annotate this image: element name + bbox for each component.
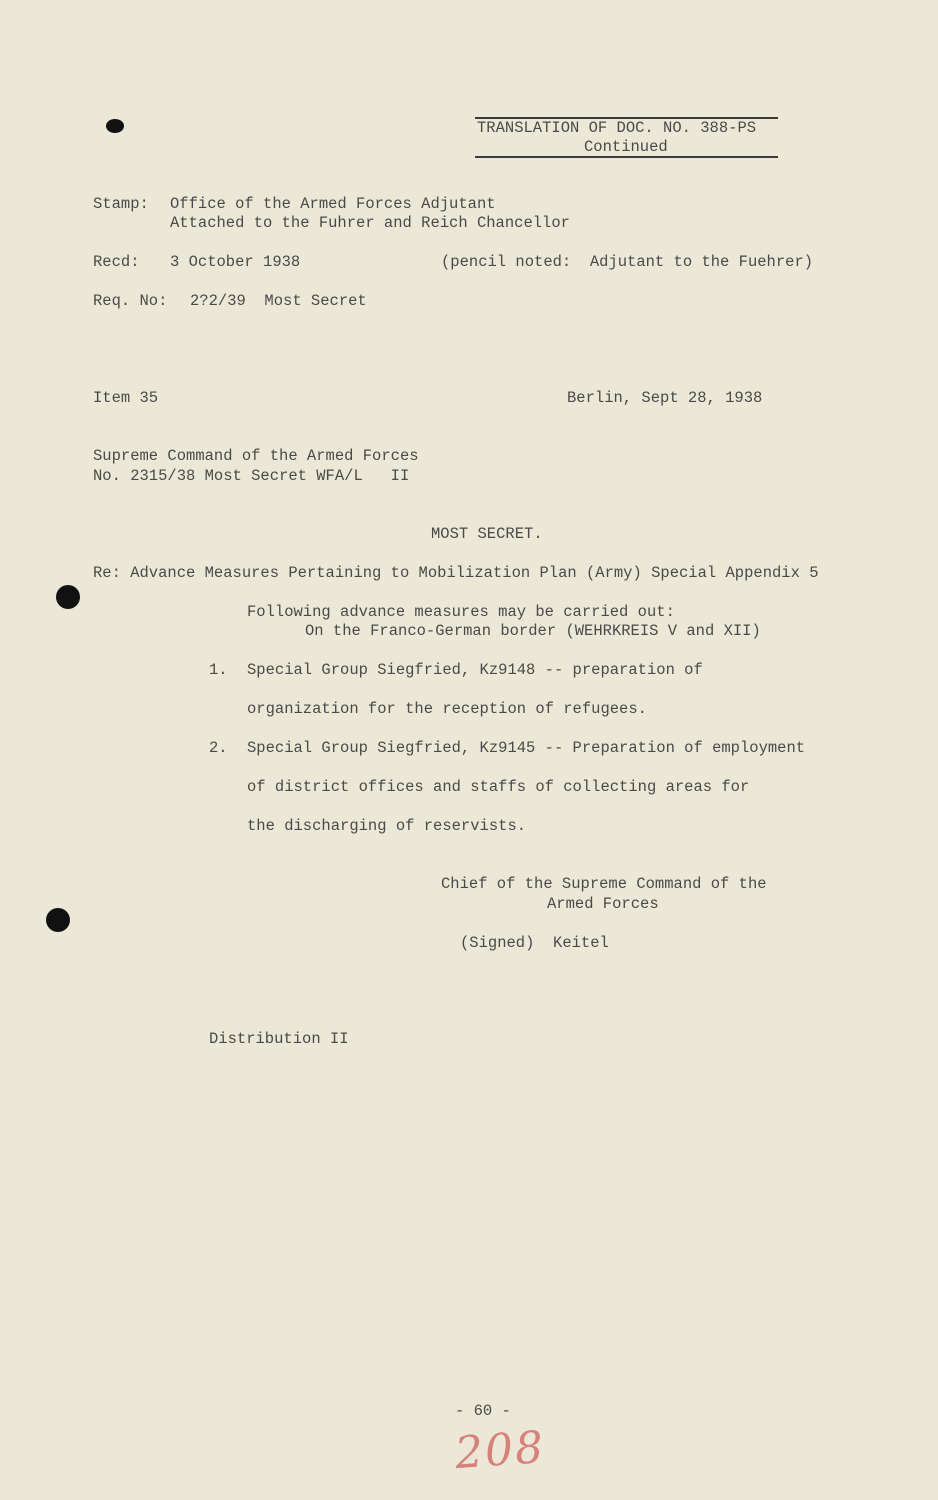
req-label: Req. No: <box>93 292 168 310</box>
list-item-line: Special Group Siegfried, Kz9148 -- preparation of <box>247 661 703 679</box>
list-item-line: of district offices and staffs of collecting areas for <box>247 778 750 796</box>
intro-line-1: Following advance measures may be carried out: <box>247 603 675 621</box>
header-rule-bottom <box>475 156 778 158</box>
punch-hole <box>106 119 124 133</box>
doc-subtitle: Continued <box>584 138 668 156</box>
pencil-note: (pencil noted: Adjutant to the Fuehrer) <box>441 253 814 271</box>
classification: MOST SECRET. <box>431 525 543 543</box>
list-item-number: 1. <box>209 661 228 679</box>
place-date: Berlin, Sept 28, 1938 <box>567 389 763 407</box>
stamp-line-2: Attached to the Fuhrer and Reich Chancellor <box>170 214 570 232</box>
signature: (Signed) Keitel <box>460 934 609 952</box>
signature-title-2: Armed Forces <box>547 895 659 913</box>
signature-title-1: Chief of the Supreme Command of the <box>441 875 767 893</box>
distribution: Distribution II <box>209 1030 349 1048</box>
handwritten-page-number: 208 <box>453 1421 547 1480</box>
sender-line-2: No. 2315/38 Most Secret WFA/L II <box>93 467 410 485</box>
req-value: 2?2/39 Most Secret <box>190 292 367 310</box>
stamp-line-1: Office of the Armed Forces Adjutant <box>170 195 496 213</box>
punch-hole <box>46 908 70 932</box>
intro-line-2: On the Franco-German border (WEHRKREIS V and XII) <box>305 622 761 640</box>
list-item-number: 2. <box>209 739 228 757</box>
page-number: - 60 - <box>455 1402 511 1420</box>
list-item-line: organization for the reception of refugees. <box>247 700 647 718</box>
list-item-line: Special Group Siegfried, Kz9145 -- Preparation of employment <box>247 739 806 757</box>
sender-line-1: Supreme Command of the Armed Forces <box>93 447 419 465</box>
doc-title: TRANSLATION OF DOC. NO. 388-PS <box>477 119 757 137</box>
recd-value: 3 October 1938 <box>170 253 301 271</box>
recd-label: Recd: <box>93 253 140 271</box>
punch-hole <box>56 585 80 609</box>
list-item-line: the discharging of reservists. <box>247 817 527 835</box>
subject: Re: Advance Measures Pertaining to Mobilization Plan (Army) Special Appendix 5 <box>93 564 819 582</box>
stamp-label: Stamp: <box>93 195 149 213</box>
item-number: Item 35 <box>93 389 159 407</box>
